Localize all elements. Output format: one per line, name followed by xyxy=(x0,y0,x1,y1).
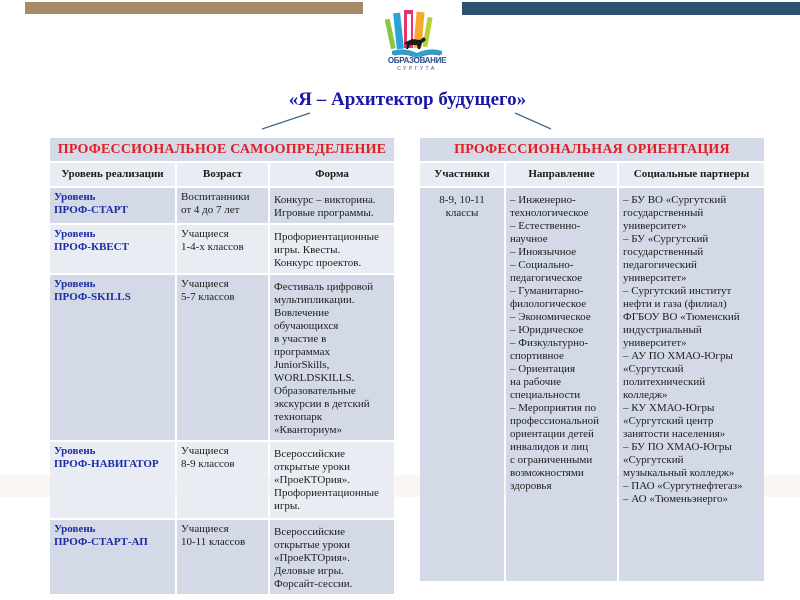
direction-line: профессиональной xyxy=(510,415,599,427)
form-cell xyxy=(270,520,394,594)
partner-line: – АО «Тюменьэнерго» xyxy=(623,493,729,505)
logo-book-pink xyxy=(407,14,411,44)
form-line: Профориентационные xyxy=(274,487,379,499)
partner-line: «Сургутский xyxy=(623,454,684,466)
direction-line: – Иноязычное xyxy=(510,246,577,258)
level-cell xyxy=(50,188,175,223)
partner-line: – БУ ПО ХМАО-Югры xyxy=(623,441,732,453)
partner-line: «Сургутский xyxy=(623,363,684,375)
logo-text: ОБРАЗОВАНИЕ xyxy=(387,56,447,65)
partner-line: – АУ ПО ХМАО-Югры xyxy=(623,350,733,362)
form-line: открытые уроки xyxy=(274,539,350,551)
form-line: Форсайт-сессии. xyxy=(274,578,353,590)
level-cell xyxy=(50,225,175,273)
form-line: открытые уроки xyxy=(274,461,350,473)
age-cell xyxy=(177,225,268,273)
direction-line: ориентации детей xyxy=(510,428,594,440)
direction-line: инвалидов и лиц xyxy=(510,441,589,453)
form-line: в участие в xyxy=(274,333,327,345)
direction-line: – Экономическое xyxy=(510,311,591,323)
level-prefix: Уровень xyxy=(54,228,96,240)
form-line: программах xyxy=(274,346,331,358)
form-line: Игровые программы. xyxy=(274,207,374,219)
form-line: Конкурс проектов. xyxy=(274,257,362,269)
form-line: JuniorSkills, xyxy=(274,359,330,371)
direction-line: возможностями xyxy=(510,467,584,479)
direction-line: специальности xyxy=(510,389,581,401)
age-line: от 4 до 7 лет xyxy=(181,204,240,216)
direction-line: на рабочие xyxy=(510,376,562,388)
column-header-partners: Социальные партнеры xyxy=(619,163,764,186)
form-line: «Кванториум» xyxy=(274,424,343,436)
direction-line: с ограниченными xyxy=(510,454,593,466)
column-header-age: Возраст xyxy=(177,163,268,186)
age-cell xyxy=(177,442,268,518)
partner-line: университет» xyxy=(623,220,687,232)
form-line: Деловые игры. xyxy=(274,565,344,577)
professional-orientation-table xyxy=(418,136,766,583)
column-header-direction: Направление xyxy=(506,163,617,186)
partner-line: – БУ ВО «Сургутский xyxy=(623,194,727,206)
direction-line: – Социально- xyxy=(510,259,574,271)
direction-line: – Гуманитарно- xyxy=(510,285,584,297)
form-line: обучающихся xyxy=(274,320,339,332)
table-row xyxy=(50,442,394,518)
partner-line: – ПАО «Сургутнефтегаз» xyxy=(623,480,743,492)
partner-line: – КУ ХМАО-Югры xyxy=(623,402,715,414)
table-row xyxy=(50,188,394,223)
age-line: Учащиеся xyxy=(181,445,229,457)
partner-line: колледж» xyxy=(623,389,668,401)
partner-line: занятости населения» xyxy=(623,428,726,440)
form-line: Вовлечение xyxy=(274,307,330,319)
form-line: «ПроеКТОрия». xyxy=(274,474,351,486)
age-line: 8-9 классов xyxy=(181,458,235,470)
partner-line: – БУ «Сургутский xyxy=(623,233,709,245)
form-line: Конкурс – викторина. xyxy=(274,194,376,206)
direction-line: – Юридическое xyxy=(510,324,584,336)
partner-line: – Сургутский институт xyxy=(623,285,732,297)
direction-line: – Мероприятия по xyxy=(510,402,596,414)
direction-line: научное xyxy=(510,233,548,245)
partners-cell xyxy=(619,188,764,581)
right-table-title: ПРОФЕССИОНАЛЬНАЯ ОРИЕНТАЦИЯ xyxy=(420,138,764,161)
professional-self-determination-table xyxy=(48,136,396,596)
level-name: ПРОФ-СТАРТ-АП xyxy=(54,536,148,548)
form-cell xyxy=(270,225,394,273)
column-header-participants: Участники xyxy=(420,163,504,186)
age-cell xyxy=(177,275,268,440)
form-line: WORLDSKILLS. xyxy=(274,372,355,384)
direction-line: здоровья xyxy=(510,480,552,492)
form-cell xyxy=(270,275,394,440)
partner-line: ФГБОУ ВО «Тюменский xyxy=(623,311,740,323)
table-row xyxy=(50,520,394,594)
table-row xyxy=(50,225,394,273)
level-name: ПРОФ-SKILLS xyxy=(54,291,131,303)
logo-subtext: СУРГУТА xyxy=(397,66,437,72)
age-line: Учащиеся xyxy=(181,278,229,290)
age-cell xyxy=(177,520,268,594)
level-name: ПРОФ-КВЕСТ xyxy=(54,241,129,253)
partner-line: нефти и газа (филиал) xyxy=(623,298,727,310)
level-prefix: Уровень xyxy=(54,191,96,203)
form-line: экскурсии в детский xyxy=(274,398,370,410)
direction-line: технологическое xyxy=(510,207,589,219)
level-cell xyxy=(50,520,175,594)
direction-line: – Инженерно- xyxy=(510,194,576,206)
partner-line: музыкальный колледж» xyxy=(623,467,735,479)
connector-right xyxy=(515,113,551,129)
level-name: ПРОФ-СТАРТ xyxy=(54,204,128,216)
age-line: Воспитанники xyxy=(181,191,250,203)
form-line: технопарк xyxy=(274,411,323,423)
form-line: Всероссийские xyxy=(274,526,346,538)
level-prefix: Уровень xyxy=(54,278,96,290)
table-row xyxy=(420,188,764,581)
age-line: 1-4-х классов xyxy=(181,241,244,253)
age-line: 5-7 классов xyxy=(181,291,235,303)
partner-line: политехнический xyxy=(623,376,706,388)
column-header-level: Уровень реализации xyxy=(50,163,175,186)
level-cell xyxy=(50,442,175,518)
form-line: игры. Квесты. xyxy=(274,244,341,256)
level-prefix: Уровень xyxy=(54,523,96,535)
partner-line: педагогический xyxy=(623,259,697,271)
direction-line: филологическое xyxy=(510,298,587,310)
participants-cell xyxy=(420,188,504,581)
direction-line: – Естественно- xyxy=(510,220,581,232)
direction-line: спортивное xyxy=(510,350,564,362)
partner-line: государственный xyxy=(623,246,704,258)
left-table-title: ПРОФЕССИОНАЛЬНОЕ САМООПРЕДЕЛЕНИЕ xyxy=(50,138,394,161)
page-title: «Я – Архитектор будущего» xyxy=(288,89,527,110)
level-cell xyxy=(50,275,175,440)
form-line: Всероссийские xyxy=(274,448,346,460)
direction-line: – Ориентация xyxy=(510,363,576,375)
form-line: Фестиваль цифровой xyxy=(274,281,374,293)
direction-line: – Физкультурно- xyxy=(510,337,589,349)
partner-line: индустриальный xyxy=(623,324,702,336)
form-line: игры. xyxy=(274,500,301,512)
logo-book-lime xyxy=(422,17,432,47)
age-line: 10-11 классов xyxy=(181,536,246,548)
age-cell xyxy=(177,188,268,223)
header-bar-left xyxy=(25,2,363,14)
age-line: Учащиеся xyxy=(181,228,229,240)
form-line: «ПроеКТОрия». xyxy=(274,552,351,564)
header-bar-right xyxy=(462,2,800,15)
form-cell xyxy=(270,442,394,518)
form-line: Профориентационные xyxy=(274,231,379,243)
participants-line: классы xyxy=(445,207,479,219)
partner-line: государственный xyxy=(623,207,704,219)
column-header-form: Форма xyxy=(270,163,394,186)
direction-line: педагогическое xyxy=(510,272,583,284)
level-name: ПРОФ-НАВИГАТОР xyxy=(54,458,159,470)
form-cell xyxy=(270,188,394,223)
form-line: мультипликации. xyxy=(274,294,355,306)
partner-line: «Сургутский центр xyxy=(623,415,714,427)
table-row xyxy=(50,275,394,440)
partner-line: университет» xyxy=(623,337,687,349)
level-prefix: Уровень xyxy=(54,445,96,457)
participants-line: 8-9, 10-11 xyxy=(439,194,485,206)
form-line: Образовательные xyxy=(274,385,356,397)
directions-cell xyxy=(506,188,617,581)
age-line: Учащиеся xyxy=(181,523,229,535)
partner-line: университет» xyxy=(623,272,687,284)
connector-left xyxy=(262,113,310,129)
